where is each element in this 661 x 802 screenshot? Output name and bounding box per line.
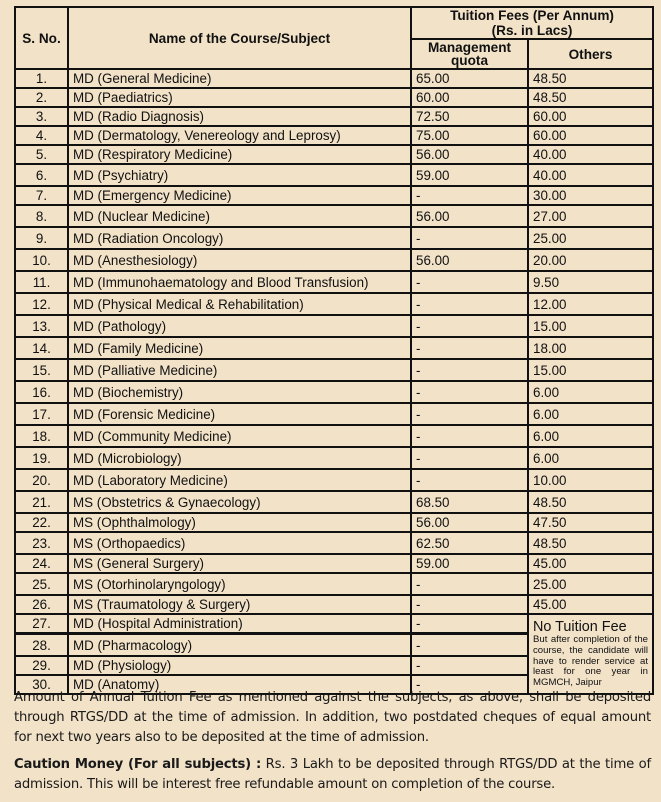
management-quota-fee: -: [411, 595, 528, 614]
serial-number: 19.: [15, 447, 68, 469]
no-tuition-fee-note: [528, 614, 653, 694]
service-bond-condition: But after completion of the course, the candidate will have to render service at least for one year in MGMCH, Jaipur: [533, 634, 649, 689]
serial-number: 24.: [15, 554, 68, 573]
serial-number: 20.: [15, 469, 68, 491]
table-row: [15, 614, 653, 634]
management-quota-fee: -: [411, 675, 528, 694]
serial-number: 4.: [15, 126, 68, 145]
management-quota-fee: -: [411, 614, 528, 634]
tuition-deposit-note: Amount of Annual Tuition Fee as mentioned against the subjects, as above, shall be deposited through RTGS/DD at the time of admission. In addition, two postdated cheques of equal amount for next two years also to be deposited at the time of admission.: [14, 690, 651, 745]
others-fee: 9.50: [528, 271, 653, 293]
others-fee: 48.50: [528, 88, 653, 107]
header-management-quota: Management quota: [411, 39, 528, 69]
course-name: MD (Dermatology, Venereology and Leprosy): [68, 126, 411, 145]
others-fee: 48.50: [528, 532, 653, 554]
serial-number: 9.: [15, 227, 68, 249]
others-fee: 6.00: [528, 403, 653, 425]
others-fee: 20.00: [528, 249, 653, 271]
others-fee: 60.00: [528, 126, 653, 145]
table-row: [15, 271, 653, 293]
management-quota-fee: 59.00: [411, 554, 528, 573]
others-fee: 48.50: [528, 69, 653, 88]
table-row: [15, 469, 653, 491]
course-name: MD (Community Medicine): [68, 425, 411, 447]
serial-number: 27.: [15, 614, 68, 634]
table-row: [15, 447, 653, 469]
course-name: MD (General Medicine): [68, 69, 411, 88]
course-name: MS (Traumatology & Surgery): [68, 595, 411, 614]
others-fee: 6.00: [528, 447, 653, 469]
header-others: Others: [528, 39, 653, 69]
caution-money-label: Caution Money (For all subjects) :: [14, 757, 262, 772]
management-quota-fee: -: [411, 186, 528, 205]
others-fee: 40.00: [528, 145, 653, 164]
management-quota-fee: -: [411, 425, 528, 447]
serial-number: 28.: [15, 634, 68, 657]
others-fee: 10.00: [528, 469, 653, 491]
serial-number: 25.: [15, 573, 68, 595]
management-quota-fee: -: [411, 447, 528, 469]
course-name: MD (Immunohaematology and Blood Transfusion): [68, 271, 411, 293]
course-name: MD (Anesthesiology): [68, 249, 411, 271]
course-name: MS (Ophthalmology): [68, 513, 411, 532]
serial-number: 18.: [15, 425, 68, 447]
course-name: MD (Biochemistry): [68, 381, 411, 403]
header-sno: S. No.: [15, 7, 68, 69]
course-name: MD (Radio Diagnosis): [68, 107, 411, 126]
others-fee: 40.00: [528, 164, 653, 186]
course-name: MD (Paediatrics): [68, 88, 411, 107]
course-name: MD (Hospital Administration): [68, 614, 411, 634]
tuition-fee-table: [14, 6, 654, 695]
table-row: [15, 573, 653, 595]
serial-number: 15.: [15, 359, 68, 381]
management-quota-fee: 72.50: [411, 107, 528, 126]
serial-number: 23.: [15, 532, 68, 554]
management-quota-fee: 56.00: [411, 249, 528, 271]
course-name: MD (Radiation Oncology): [68, 227, 411, 249]
management-quota-fee: 59.00: [411, 164, 528, 186]
course-name: MD (Forensic Medicine): [68, 403, 411, 425]
serial-number: 14.: [15, 337, 68, 359]
management-quota-fee: -: [411, 634, 528, 657]
header-course-name: Name of the Course/Subject: [68, 7, 411, 69]
table-row: [15, 249, 653, 271]
serial-number: 3.: [15, 107, 68, 126]
serial-number: 30.: [15, 675, 68, 694]
table-row: [15, 491, 653, 513]
others-fee: 30.00: [528, 186, 653, 205]
others-fee: 15.00: [528, 315, 653, 337]
table-row: [15, 359, 653, 381]
serial-number: 10.: [15, 249, 68, 271]
serial-number: 2.: [15, 88, 68, 107]
header-tuition-title: Tuition Fees (Per Annum): [450, 8, 614, 23]
management-quota-fee: -: [411, 656, 528, 675]
management-quota-fee: -: [411, 227, 528, 249]
management-quota-fee: 56.00: [411, 205, 528, 227]
caution-money-note: [14, 755, 651, 795]
table-row: [15, 532, 653, 554]
others-fee: 6.00: [528, 425, 653, 447]
fee-notes: [14, 688, 651, 802]
management-quota-fee: 62.50: [411, 532, 528, 554]
management-quota-fee: -: [411, 469, 528, 491]
management-quota-fee: -: [411, 381, 528, 403]
management-quota-fee: -: [411, 337, 528, 359]
serial-number: 1.: [15, 69, 68, 88]
course-name: MD (Palliative Medicine): [68, 359, 411, 381]
table-row: [15, 145, 653, 164]
course-name: MD (Physical Medical & Rehabilitation): [68, 293, 411, 315]
others-fee: 25.00: [528, 227, 653, 249]
serial-number: 21.: [15, 491, 68, 513]
course-name: MD (Emergency Medicine): [68, 186, 411, 205]
others-fee: 47.50: [528, 513, 653, 532]
others-fee: 27.00: [528, 205, 653, 227]
management-quota-fee: -: [411, 271, 528, 293]
table-row: [15, 88, 653, 107]
serial-number: 12.: [15, 293, 68, 315]
table-row: [15, 315, 653, 337]
table-row: [15, 403, 653, 425]
caution-money-text: Rs. 3 Lakh to be deposited through RTGS/DD at the time of admission. This will be interest free refundable amount on completion of the course.: [14, 757, 651, 792]
course-name: MD (Psychiatry): [68, 164, 411, 186]
course-name: MS (Orthopaedics): [68, 532, 411, 554]
course-name: MS (General Surgery): [68, 554, 411, 573]
course-name: MD (Microbiology): [68, 447, 411, 469]
course-name: MD (Physiology): [68, 656, 411, 675]
serial-number: 7.: [15, 186, 68, 205]
others-fee: 45.00: [528, 595, 653, 614]
course-name: MD (Laboratory Medicine): [68, 469, 411, 491]
course-name: MS (Obstetrics & Gynaecology): [68, 491, 411, 513]
others-fee: 25.00: [528, 573, 653, 595]
table-row: [15, 69, 653, 88]
serial-number: 6.: [15, 164, 68, 186]
table-row: [15, 186, 653, 205]
serial-number: 8.: [15, 205, 68, 227]
course-name: MD (Anatomy): [68, 675, 411, 694]
others-fee: 60.00: [528, 107, 653, 126]
course-name: MS (Otorhinolaryngology): [68, 573, 411, 595]
management-quota-fee: 56.00: [411, 513, 528, 532]
course-name: MD (Pharmacology): [68, 634, 411, 657]
others-fee: 45.00: [528, 554, 653, 573]
table-row: [15, 205, 653, 227]
management-quota-fee: 75.00: [411, 126, 528, 145]
no-tuition-fee-title: No Tuition Fee: [533, 619, 627, 636]
table-row: [15, 595, 653, 614]
table-row: [15, 126, 653, 145]
table-row: [15, 554, 653, 573]
table-row: [15, 337, 653, 359]
table-row: [15, 513, 653, 532]
header-tuition-fees: [411, 7, 653, 39]
management-quota-fee: -: [411, 315, 528, 337]
table-row: [15, 164, 653, 186]
table-row: [15, 293, 653, 315]
table-row: [15, 425, 653, 447]
course-name: MD (Family Medicine): [68, 337, 411, 359]
management-quota-fee: -: [411, 359, 528, 381]
serial-number: 16.: [15, 381, 68, 403]
table-row: [15, 107, 653, 126]
serial-number: 22.: [15, 513, 68, 532]
serial-number: 29.: [15, 656, 68, 675]
management-quota-fee: 65.00: [411, 69, 528, 88]
table-row: [15, 227, 653, 249]
course-name: MD (Respiratory Medicine): [68, 145, 411, 164]
serial-number: 26.: [15, 595, 68, 614]
course-name: MD (Nuclear Medicine): [68, 205, 411, 227]
serial-number: 11.: [15, 271, 68, 293]
others-fee: 12.00: [528, 293, 653, 315]
management-quota-fee: -: [411, 293, 528, 315]
management-quota-fee: -: [411, 573, 528, 595]
management-quota-fee: 68.50: [411, 491, 528, 513]
management-quota-fee: 60.00: [411, 88, 528, 107]
management-quota-fee: 56.00: [411, 145, 528, 164]
header-tuition-unit: (Rs. in Lacs): [491, 23, 573, 39]
management-quota-fee: -: [411, 403, 528, 425]
serial-number: 5.: [15, 145, 68, 164]
others-fee: 15.00: [528, 359, 653, 381]
course-name: MD (Pathology): [68, 315, 411, 337]
serial-number: 13.: [15, 315, 68, 337]
others-fee: 18.00: [528, 337, 653, 359]
serial-number: 17.: [15, 403, 68, 425]
others-fee: 6.00: [528, 381, 653, 403]
table-row: [15, 381, 653, 403]
others-fee: 48.50: [528, 491, 653, 513]
